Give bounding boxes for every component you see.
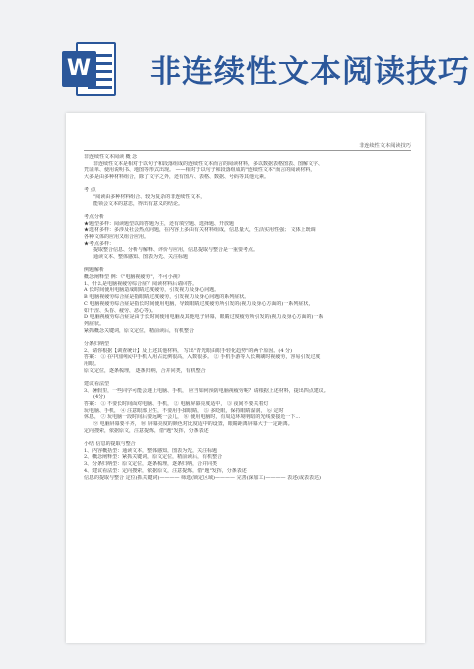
body-line: 原文定位，逐条梳理， 逐条归纳，合并同类，有机整合 bbox=[84, 367, 206, 374]
body-line: A 长时间使用电脑造成眼睛过度疲劳，引发视力及身心问题。 bbox=[84, 287, 220, 294]
body-line: 紧抓概念关键词，原文定位，精前读后，有机整合 bbox=[84, 327, 195, 334]
section-heading: 分条归纳型 bbox=[84, 340, 110, 347]
body-line: ⑨ 电脑屏幕要平齐， ⑩ 屏幕亮度的颜色对比度适中的设置，眼睛距离屏幕大于一定距离。 bbox=[93, 421, 293, 428]
body-line: 2、请你根据【调查统计】及上述其他材料， 写出"青光眼由眼手轻化趋势"的两个原因。(4 分) bbox=[84, 347, 293, 354]
body-line: D 电脑视疲劳综合症是由于长时间使用电脑及其他电子屏幕，眼睛过度疲劳所引发的(视力及身心方面的)一系 bbox=[84, 314, 324, 321]
body-line: 1、内容概括型：通读文本，整体感知，图表为先，关注标题 bbox=[84, 447, 218, 454]
body-line: 非连续性文本阅读 概 念 bbox=[84, 154, 138, 160]
body-line: ★考点多样： bbox=[84, 240, 115, 247]
section-heading: 建议看法型 bbox=[84, 380, 110, 387]
body-line: 小结 信息的提取与整合 bbox=[84, 441, 136, 448]
body-line: 玩电脑、手机， ④ 注意眼部卫生，不要用手揉眼睛， ⑤ 多眨眼，保持眼睛湿润， ⑥ 定时 bbox=[84, 407, 284, 414]
word-document-icon: W bbox=[62, 42, 120, 96]
body-line: 各种文体的应用又组合应用。 bbox=[84, 234, 150, 241]
body-line: (4分) bbox=[93, 394, 106, 401]
body-line: 3、暑假里，一些同学可能会迷上电脑、手机， 应当如何预防电脑视疲劳呢？请根据上述材料，提出四点建议。 bbox=[84, 387, 329, 394]
document-banner bbox=[0, 0, 474, 112]
body-line: 凭证单、使用说明书、地图等形式出现。 ——相对于以句子和段落组成的"连续性文本"而言的阅读材料， bbox=[84, 167, 316, 174]
body-line: 3、分条归纳型：原文定位，逐条梳理，逐条归纳，合并同类 bbox=[84, 461, 218, 468]
body-line: "阅读由多种材料组合、较为复杂的非连续性文本， bbox=[93, 194, 206, 201]
section-heading: 例题解析 bbox=[84, 267, 105, 274]
body-line: 4、建议看法型：定向搜索，依据原文，注意提炼，借"题"发挥，分条表述 bbox=[84, 467, 247, 474]
body-line: 休息， ⑦ 玩电脑一段时间后要远眺一会儿， ⑧ 使用电脑时，有周边环境明暗的光线要接近一下... bbox=[84, 414, 301, 421]
body-line: B 电脑视疲劳综合症是指眼睛过度疲劳，引发视力及身心问题的系列症状。 bbox=[84, 294, 250, 301]
body-line: 1、什么是电脑视疲劳综合症？阅读材料后请回答。 bbox=[84, 280, 198, 287]
body-line: 答案： ① 不要长时间面对电脑、手机， ② 电脑屏幕亮度适中， ③ 夜间不要关着灯 bbox=[84, 401, 269, 407]
body-line: 非连续性文本是相对于以句子和段落组成的连续性文本而言的阅读材料，多以数据表格图表、图解文字、 bbox=[93, 160, 324, 167]
section-heading: 考 点 bbox=[84, 187, 96, 194]
body-line: 用眼。 bbox=[84, 360, 100, 367]
body-line: ★题型多样：阅读题型以简答题为主，还有填空题、选择题、开放题 bbox=[84, 220, 235, 227]
body-line: ★选材多样：多涉及社会热点问题，在内容上多由有关材料组成，信息量大，生活实用性强； 文体上既调 bbox=[84, 227, 316, 234]
body-line: 通读文本、整体感知、图表为先、关注标题 bbox=[93, 254, 189, 261]
body-line: C 电脑视疲劳综合症是指长时间使用电脑，导致眼睛过度疲劳所引发的(视力及身心方面的)一系列症状， bbox=[84, 300, 314, 307]
document-body bbox=[84, 154, 413, 481]
section-heading: 考点分析 bbox=[84, 213, 105, 220]
body-line: 概念阐释型 例：《"电脑视疲劳"，不可小视》 bbox=[84, 274, 183, 281]
running-header: 非连续性文本阅读技巧 bbox=[359, 143, 411, 149]
document-page bbox=[66, 113, 425, 643]
body-line: 2、概念阐释型：紧抓关键词，原文定位，精前读后，有机整合 bbox=[84, 454, 223, 461]
body-line: 提取整合信息、分析与解释、评价与应用，信息提取与整合是一重要考点。 bbox=[93, 247, 259, 254]
body-line: 如干涩、头昏、疲劳、恶心等)。 bbox=[84, 307, 156, 314]
document-title: 非连续性文本阅读技巧 bbox=[150, 54, 470, 90]
body-line: 大多是由多种材料组合，除了文字之外，还有图片、表格、数据、号码等其他元素。 bbox=[84, 174, 270, 181]
body-line: 信息的提取与整合 定位(抓关键词)———— 筛选(锁定区域)———— 完善(深加工)———— 表述(或表表达) bbox=[84, 474, 321, 481]
body-line: 定向搜索，依据原文，注意提炼，借"题"发挥，分条表述 bbox=[84, 427, 209, 434]
header-divider bbox=[84, 150, 411, 151]
body-line: 列症状。 bbox=[84, 320, 105, 327]
body-line: 能领会文本的意思，得出有意义的结论。 bbox=[93, 200, 184, 207]
body-line: 答案： ① 在中国网民中手机人用占比例很高，入数很多。 ② 手机手游等人长期刷时视疲劳，容易引发过度 bbox=[84, 354, 321, 361]
